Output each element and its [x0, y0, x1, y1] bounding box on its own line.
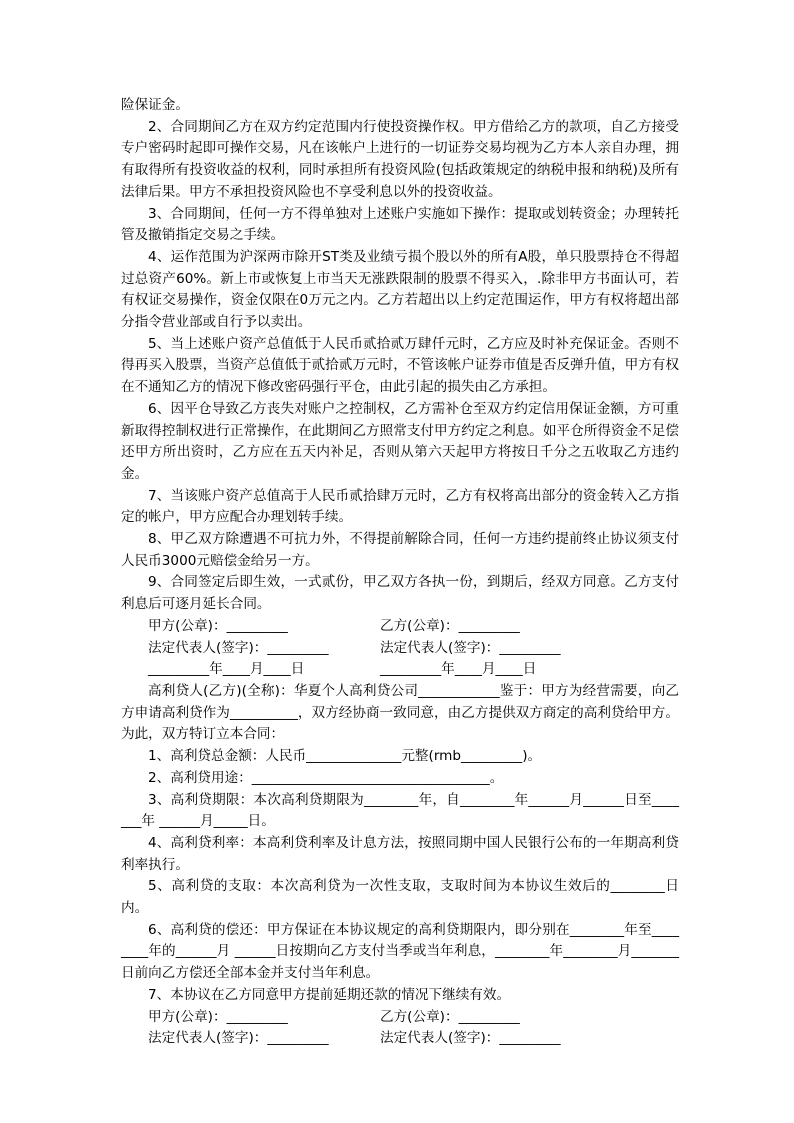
document-page — [121, 95, 679, 1050]
loan-clause-4: 4、高利贷利率：本高利贷利率及计息方法，按照同期中国人民银行公布的一年期高利贷利率执行。 — [121, 834, 679, 873]
clause-3: 3、合同期间，任何一方不得单独对上述账户实施如下操作：提取或划转资金；办理转托管及撤销指定交易之手续。 — [121, 205, 679, 244]
loan-party-a-seal: 甲方(公章)：_________ — [148, 1008, 288, 1025]
loan-contract-intro: 高利贷人(乙方)(全称)：华夏个人高利贷公司____________鉴于：甲方为经营需要，向乙方申请高利贷作为__________，双方经协商一致同意，由乙方提供双方商定的高利贷给甲方。为此，双方特订立本合同： — [121, 682, 679, 743]
loan-party-a-representative: 法定代表人(签字)：_________ — [148, 1030, 329, 1047]
loan-party-b-representative: 法定代表人(签字)：_________ — [380, 1030, 561, 1047]
clause-7: 7、当该账户资产总值高于人民币贰拾肆万元时，乙方有权将高出部分的资金转入乙方指定的帐户，甲方应配合办理划转手续。 — [121, 487, 679, 526]
party-b-representative: 法定代表人(签字)：_________ — [380, 639, 561, 656]
signature-row-seal — [121, 616, 679, 638]
signature-row-representative — [121, 638, 679, 660]
party-a-date: _________年____月____日 — [148, 661, 305, 678]
loan-clause-3: 3、高利贷期限：本次高利贷期限为________年，自________年______月______日至_______年 ______月_____日。 — [121, 791, 679, 830]
loan-clause-2: 2、高利贷用途：___________________________________。 — [148, 769, 504, 786]
paragraph-continuation: 险保证金。 — [121, 97, 189, 113]
loan-party-b-seal: 乙方(公章)：_________ — [380, 1008, 520, 1025]
party-a-seal: 甲方(公章)：_________ — [148, 617, 288, 634]
loan-clause-1: 1、高利贷总金额：人民币______________元整(rmb_________)。 — [148, 748, 542, 765]
loan-clause-5: 5、高利贷的支取：本次高利贷为一次性支取，支取时间为本协议生效后的________日内。 — [121, 878, 679, 917]
party-b-date: _________年____月____日 — [380, 661, 537, 678]
clause-4: 4、运作范围为沪深两市除开ST类及业绩亏损个股以外的所有A股，单只股票持仓不得超过总资产60%。新上市或恢复上市当天无涨跌限制的股票不得买入，.除非甲方书面认可，若有权证交易操作，资金仅限在0万元之内。乙方若超出以上约定范围运作，甲方有权将超出部分指令营业部或自行予以卖出。 — [121, 248, 679, 331]
party-b-seal: 乙方(公章)：_________ — [380, 617, 520, 634]
clause-9: 9、合同签定后即生效，一式贰份，甲乙双方各执一份，到期后，经双方同意。乙方支付利息后可逐月延长合同。 — [121, 574, 679, 613]
clause-8: 8、甲乙双方除遭遇不可抗力外，不得提前解除合同，任何一方违约提前终止协议须支付人民币3000元赔偿金给另一方。 — [121, 531, 679, 569]
loan-signature-row-seal — [121, 1007, 679, 1029]
clause-2: 2、合同期间乙方在双方约定范围内行使投资操作权。甲方借给乙方的款项，自乙方接受专户密码时起即可操作交易，凡在该帐户上进行的一切证券交易均视为乙方本人亲自办理，拥有取得所有投资收益的权利，同时承担所有投资风险(包括政策规定的纳税申报和纳税)及所有法律后果。甲方不承担投资风险也不享受利息以外的投资收益。 — [121, 118, 679, 200]
loan-clause-6: 6、高利贷的偿还：甲方保证在本协议规定的高利贷期限内，即分别在________年至________年的______月 ______日按期向乙方支付当季或当年利息，________年________月_______日前向乙方偿还全部本金并支付当年利息。 — [121, 921, 679, 982]
party-a-representative: 法定代表人(签字)：_________ — [148, 639, 329, 656]
clause-6: 6、因平仓导致乙方丧失对账户之控制权，乙方需补仓至双方约定信用保证金额，方可重新取得控制权进行正常操作，在此期间乙方照常支付甲方约定之利息。如平仓所得资金不足偿还甲方所出资时，乙方应在五天内补足，否则从第六天起甲方将按日千分之五收取乙方违约金。 — [121, 400, 679, 482]
signature-row-date — [121, 659, 679, 681]
loan-signature-row-representative — [121, 1028, 679, 1050]
loan-clause-7: 7、本协议在乙方同意甲方提前延期还款的情况下继续有效。 — [148, 986, 511, 1003]
clause-5: 5、当上述账户资产总值低于人民币贰拾贰万肆仟元时，乙方应及时补充保证金。否则不得再买入股票，当资产总值低于贰拾贰万元时，不管该帐户证券市值是否反弹升值，甲方有权在不通知乙方的情况下修改密码强行平仓，由此引起的损失由乙方承担。 — [121, 335, 679, 396]
